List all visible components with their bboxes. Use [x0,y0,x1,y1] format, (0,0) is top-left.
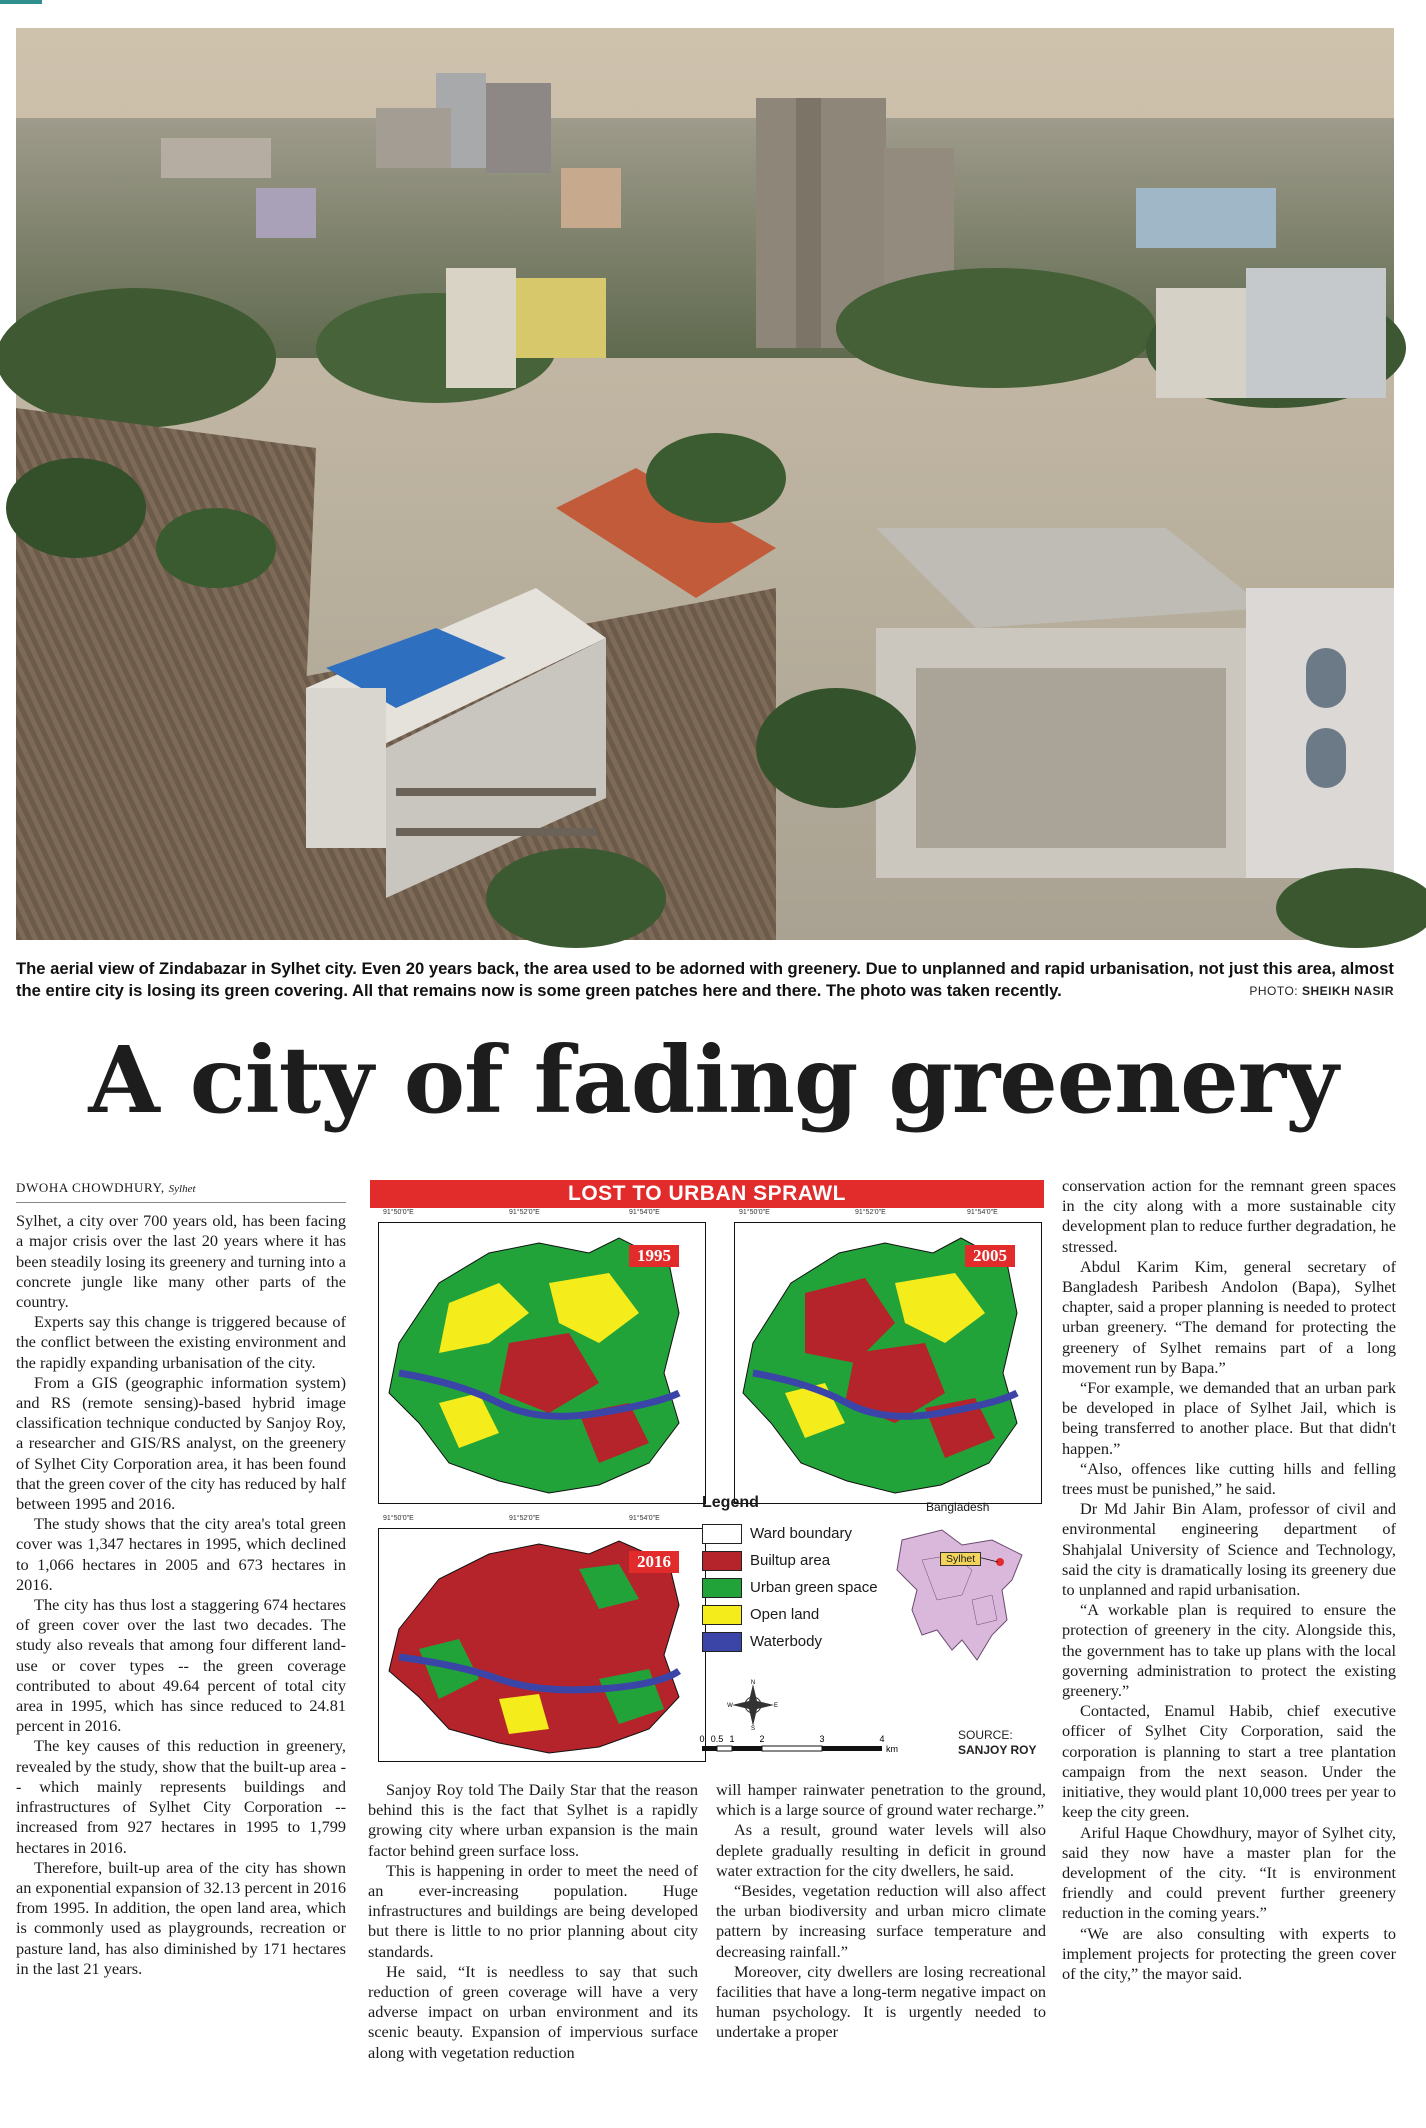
land-cover-graphic [370,1180,1044,1770]
legend-title: Legend [702,1494,759,1511]
photo-credit-name: SHEIKH NASIR [1301,984,1394,998]
article-column-4 [1062,1176,1396,1984]
paragraph: He said, “It is needless to say that such reduction of green coverage will have a very adverse impact on urban environment and its scenic beauty. Expansion of impervious surface along with vegetation reduction [368,1961,698,2062]
coord-label: 91°52'0"E [509,1515,540,1522]
legend-swatch [702,1605,742,1625]
article-column-2 [368,1780,698,2063]
paragraph: Moreover, city dwellers are losing recreational facilities that have a long-term negative impact on human psychology. It is urgently needed to undertake a proper [716,1961,1046,2042]
scale-unit: km [886,1744,898,1754]
compass-e: E [773,1703,779,1709]
sylhet-tag: Sylhet [940,1552,981,1566]
scale-tick: 0.5 [710,1734,724,1744]
coord-label: 91°54'0"E [629,1209,660,1216]
legend-swatch [702,1551,742,1571]
paragraph: “For example, we demanded that an urban park be developed in place of Sylhet Jail, which is being transferred to another place. But that didn't happen.” [1062,1378,1396,1458]
map-2016 [378,1515,706,1762]
legend-swatch [702,1524,742,1544]
map-2005 [734,1209,1042,1504]
coord-label: 91°54'0"E [967,1209,998,1216]
compass-w: W [727,1703,733,1709]
legend-item [702,1628,886,1655]
bangladesh-outline [882,1500,1042,1670]
coord-label: 91°50'0"E [739,1209,770,1216]
source-label: SOURCE: [958,1728,1013,1742]
paragraph: Experts say this change is triggered because of the conflict between the existing environment and the rapidly expanding urbanisation of the city. [16,1312,346,1372]
photo-caption [16,958,1394,1002]
coord-label: 91°50'0"E [383,1515,414,1522]
paragraph: will hamper rainwater penetration to the ground, which is a large source of ground water recharge.” [716,1780,1046,1820]
paragraph: “Also, offences like cutting hills and felling trees must be punished,” he said. [1062,1458,1396,1499]
paragraph: Sanjoy Roy told The Daily Star that the reason behind this is the fact that Sylhet is a rapidly growing city where urban expansion is the main factor behind green surface loss. [368,1780,698,1860]
legend-label: Urban green space [750,1579,878,1596]
bangladesh-inset-map [882,1500,1042,1670]
paragraph: Ariful Haque Chowdhury, mayor of Sylhet city, said they now have a master plan for the development of the city. “It is environment friendly and could prevent further greenery reduction in the coming years.” [1062,1822,1396,1923]
scale-tick: 2 [759,1734,765,1744]
paragraph: Contacted, Enamul Habib, chief executive officer of Sylhet City Corporation, said the corporation is planning to start a tree plantation campaign from the next season. Under the initiative, they would plant 10,000 trees per year to keep the city green. [1062,1701,1396,1822]
legend-label: Open land [750,1606,820,1623]
paragraph: “We are also consulting with experts to implement projects for protecting the green cover of the city,” the mayor said. [1062,1923,1396,1983]
page-corner-mark [0,0,42,4]
scale-tick: 3 [819,1734,825,1744]
map-1995 [378,1209,706,1504]
legend-item [702,1601,886,1628]
scale-tick: 0 [699,1734,705,1744]
paragraph: Therefore, built-up area of the city has shown an exponential expansion of 32.13 percent in 2016 from 1995. In addition, the open land area, which is commonly used as playgrounds, recreation or pasture land, has also diminished by 171 hectares in the last 21 years. [16,1857,346,1978]
scale-bar-graphic [700,1732,900,1760]
legend-item [702,1547,886,1574]
legend-label: Waterbody [750,1633,822,1650]
aerial-photo [16,28,1394,940]
compass-n: N [750,1680,756,1686]
paragraph: “Besides, vegetation reduction will also affect the urban biodiversity and urban micro climate pattern by increasing surface temperature and decreasing rainfall.” [716,1881,1046,1961]
inset-label: Bangladesh [926,1500,990,1514]
byline [16,1178,346,1203]
paragraph: The city has thus lost a staggering 674 hectares of green cover over the last two decades. The study also reveals that among four different land-use or cover types -- the green coverage contributed to about 49.64 percent of total city area in 1995, which has since reduced to 24.81 percent in 2016. [16,1595,346,1736]
photo-credit-label: PHOTO: [1249,984,1299,998]
coord-label: 91°52'0"E [855,1209,886,1216]
year-badge: 1995 [629,1245,679,1267]
aerial-photo-illustration [16,28,1394,940]
paragraph: Sylhet, a city over 700 years old, has been facing a major crisis over the last 20 years where it has been steadily losing its greenery and turning into a concrete jungle like many other parts of the country. [16,1211,346,1312]
paragraph: This is happening in order to meet the need of an ever-increasing population. Huge infrastructures and buildings are being developed but there is little to no prior planning about city standards. [368,1860,698,1961]
compass-rose-icon [728,1680,778,1730]
paragraph: From a GIS (geographic information system) and RS (remote sensing)-based hybrid image classification technique conducted by Sanjoy Roy, a researcher and GIS/RS analyst, on the greenery of Sylhet City Corporation area, it has been found that the green cover of the city has reduced by half between 1995 and 2016. [16,1372,347,1514]
byline-author: DWOHA CHOWDHURY, [16,1180,165,1195]
graphic-source [958,1728,1036,1758]
compass-s: S [750,1726,756,1732]
legend-label: Ward boundary [750,1525,852,1542]
article-column-3 [716,1780,1046,2043]
coord-label: 91°52'0"E [509,1209,540,1216]
legend-label: Builtup area [750,1552,831,1569]
photo-credit [1249,984,1394,998]
year-badge: 2016 [629,1551,679,1573]
legend-item [702,1520,886,1547]
paragraph: As a result, ground water levels will also deplete gradually resulting in deficit in ground water extraction for the city dwellers, he said. [716,1820,1046,1880]
map-legend [696,1494,886,1655]
byline-location: Sylhet [168,1183,196,1195]
source-name: SANJOY ROY [958,1743,1037,1757]
paragraph: “A workable plan is required to ensure the protection of greenery in the city. Alongside this, the government has to take up plans with the local governing administration to protect the existing greenery.” [1062,1600,1396,1701]
scale-tick: 4 [879,1734,885,1744]
article-column-1 [16,1178,346,1979]
scale-tick: 1 [729,1734,735,1744]
coord-label: 91°54'0"E [629,1515,660,1522]
paragraph: conservation action for the remnant green spaces in the city along with a more sustainable city development plan to reduce further degradation, he stressed. [1062,1176,1396,1256]
legend-item [702,1574,886,1601]
coord-label: 91°50'0"E [383,1209,414,1216]
paragraph: Abdul Karim Kim, general secretary of Bangladesh Paribesh Andolon (Bapa), Sylhet chapter, said a proper planning is needed to protect urban greenery. “The demand for protecting the greenery of Sylhet remains part of a long movement run by Bapa.” [1062,1256,1396,1377]
legend-swatch [702,1578,742,1598]
year-badge: 2005 [965,1245,1015,1267]
headline: A city of fading greenery [88,1026,1338,1134]
scale-bar [700,1732,900,1760]
paragraph: Dr Md Jahir Bin Alam, professor of civil and environmental engineering department of Shahjalal University of Science and Technology, said the city is dramatically losing its greenery due to unplanned and rapid urbanisation. [1062,1499,1396,1600]
photo-caption-text: The aerial view of Zindabazar in Sylhet city. Even 20 years back, the area used to be adorned with greenery. Due to unplanned and rapid urbanisation, not just this area, almost the entire city is losing its green covering. All that remains now is some green patches here and there. The photo was taken recently. [16,959,1394,1000]
graphic-title: LOST TO URBAN SPRAWL [370,1180,1044,1208]
legend-swatch [702,1632,742,1652]
paragraph: The study shows that the city area's total green cover was 1,347 hectares in 1995, which declined to 1,066 hectares in 2005 and 673 hectares in 2016. [16,1514,346,1594]
paragraph: The key causes of this reduction in greenery, revealed by the study, show that the built-up area -- which mainly represents buildings and infrastructures of Sylhet City Corporation -- increased from 927 hectares in 1995 to 1,799 hectares in 2016. [16,1736,346,1857]
